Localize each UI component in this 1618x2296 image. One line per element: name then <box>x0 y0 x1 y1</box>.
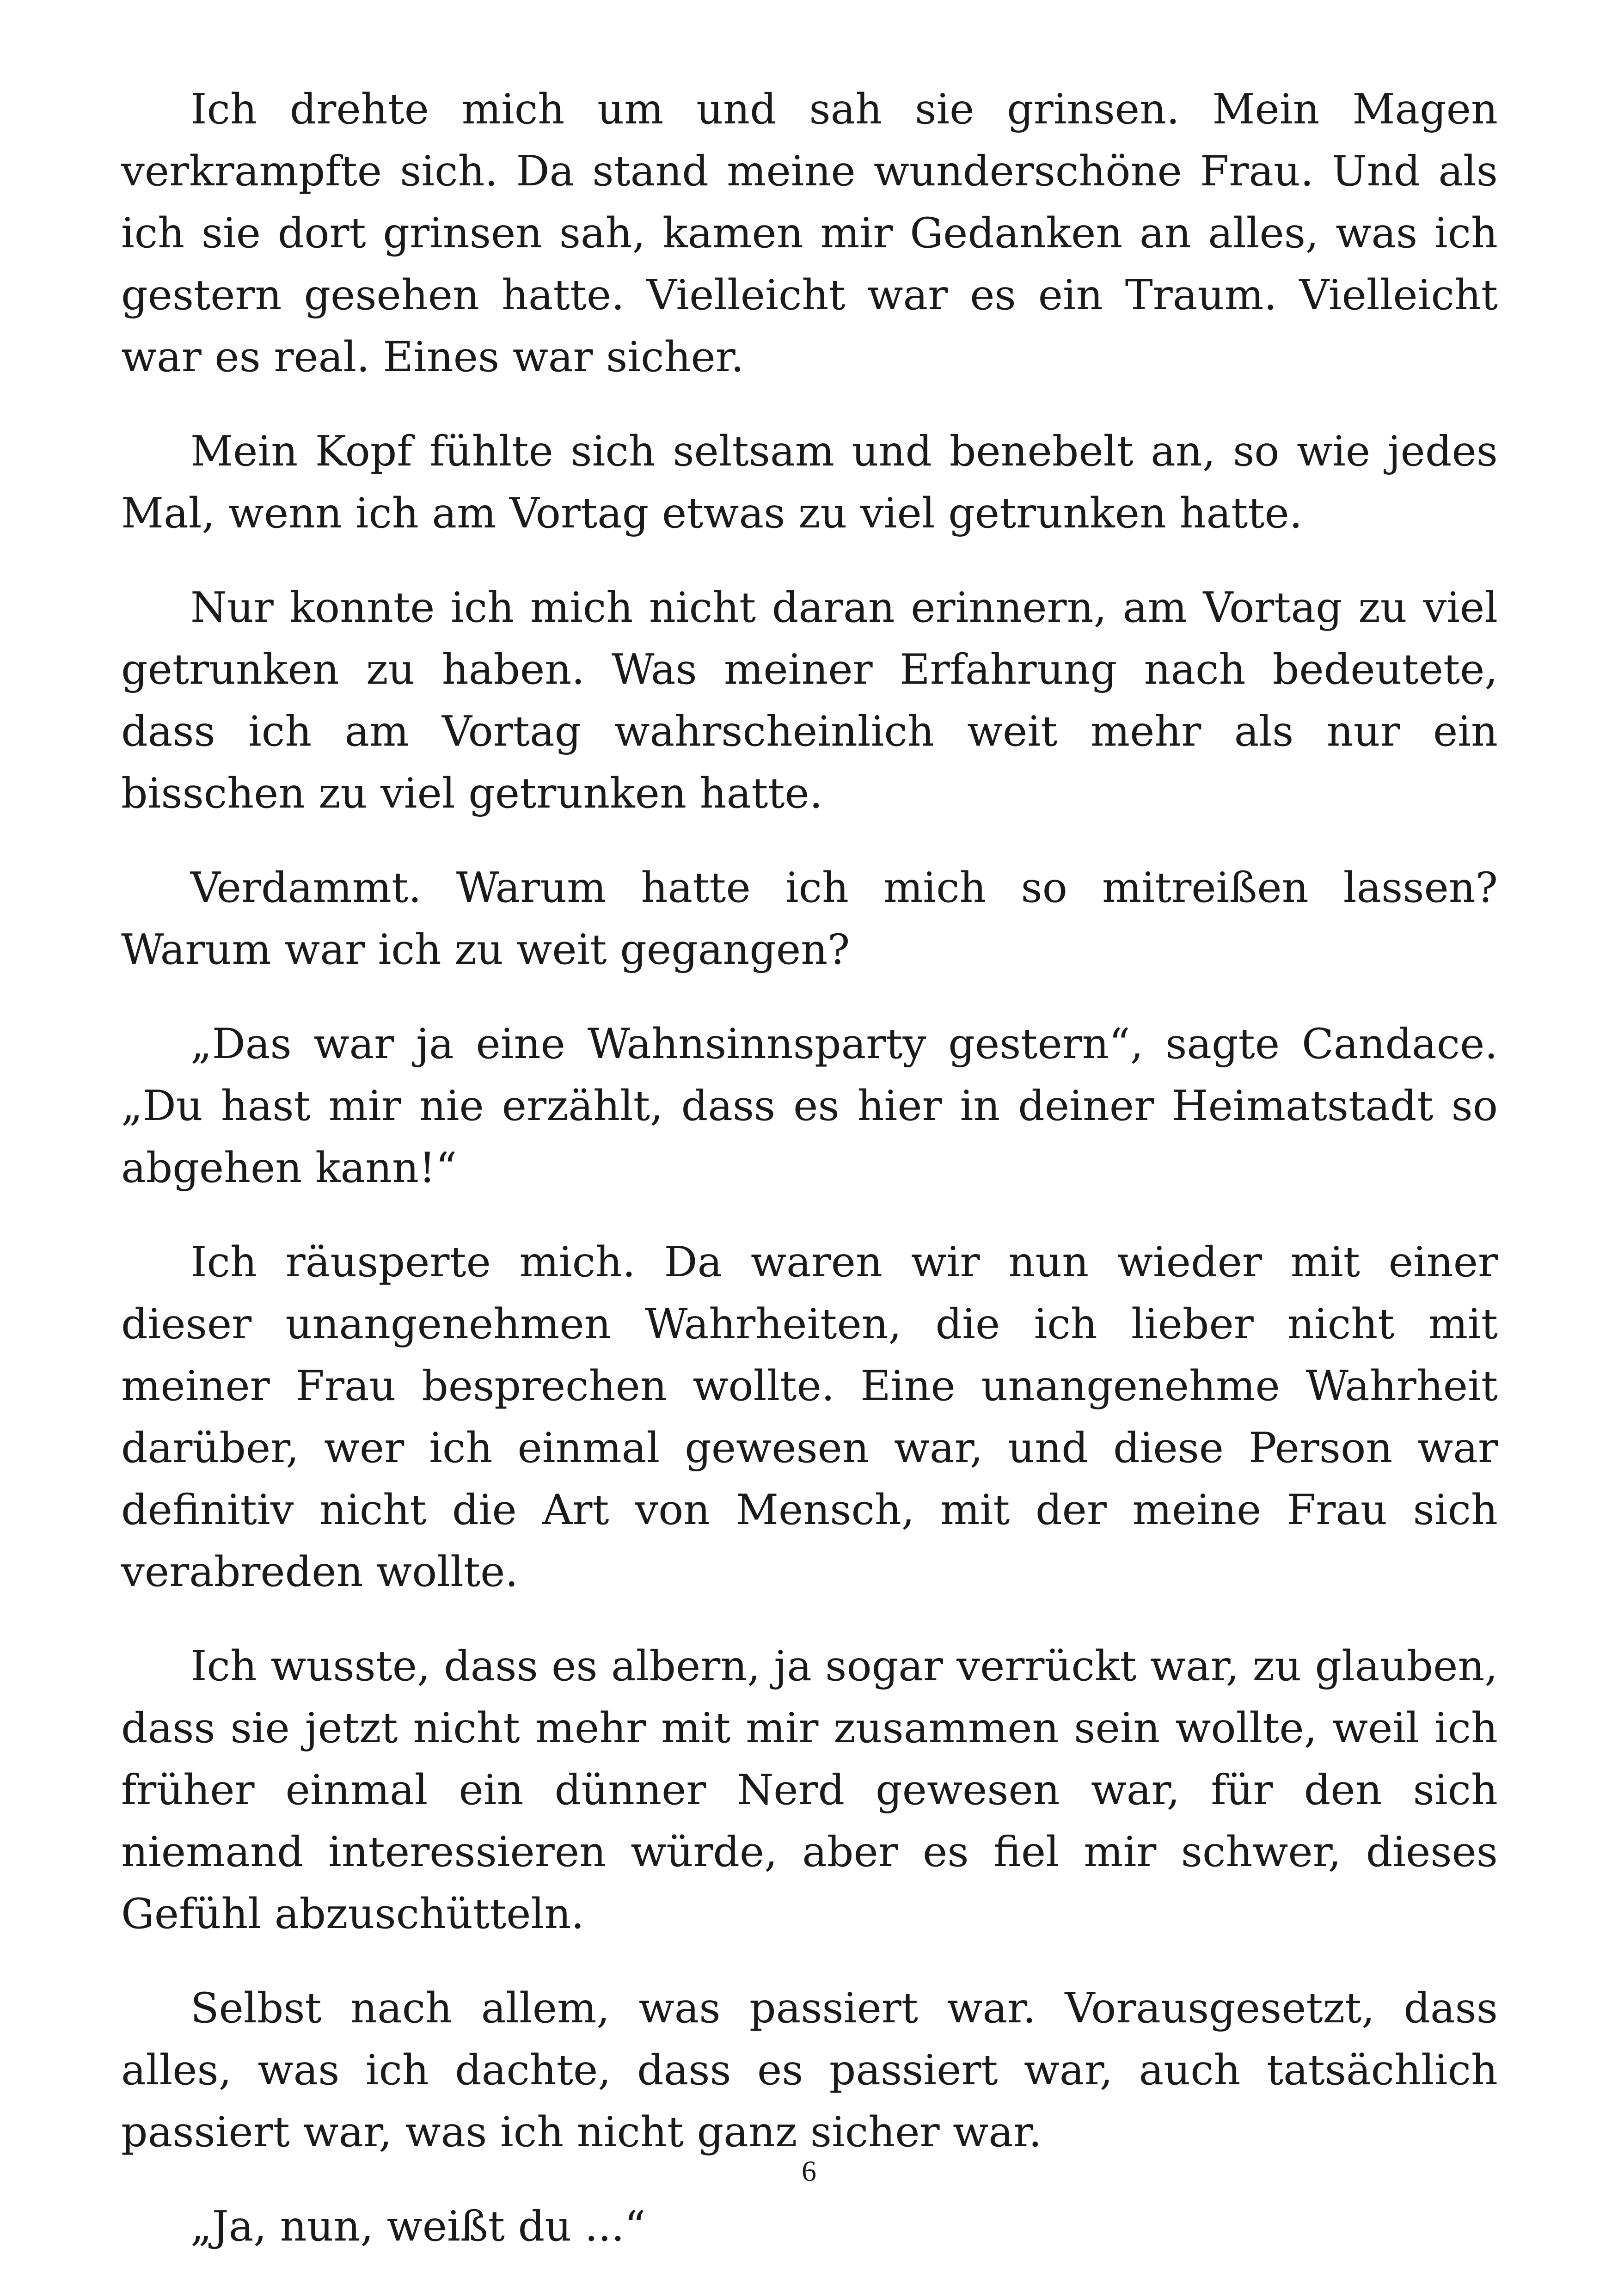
paragraph: Ich wusste, dass es albern, ja sogar verrückt war, zu glauben, dass sie jetzt nicht mehr mit mir zusammen sein wollte, weil ich früher einmal ein dünner Nerd gewesen war, für den sich niemand interessieren würde, aber es fiel mir schwer, dieses Gefühl abzuschütteln. <box>121 1642 1498 1938</box>
body-text <box>121 79 1498 2258</box>
paragraph: Selbst nach allem, was passiert war. Vorausgesetzt, dass alles, was ich dachte, dass es passiert war, auch tatsächlich passiert war, was ich nicht ganz sicher war. <box>121 1984 1498 2156</box>
paragraph: Ich drehte mich um und sah sie grinsen. Mein Magen verkrampfte sich. Da stand meine wunderschöne Frau. Und als ich sie dort grinsen sah, kamen mir Gedanken an alles, was ich gestern gesehen hatte. Vielleicht war es ein Traum. Vielleicht war es real. Eines war sicher. <box>121 85 1498 381</box>
paragraph: „Das war ja eine Wahnsinnsparty gestern“, sagte Candace. „Du hast mir nie erzählt, dass es hier in deiner Heimatstadt so abgehen kann!“ <box>121 1020 1498 1192</box>
paragraph: Mein Kopf fühlte sich seltsam und benebelt an, so wie jedes Mal, wenn ich am Vortag etwas zu viel getrunken hatte. <box>121 427 1498 538</box>
paragraph: Verdammt. Warum hatte ich mich so mitreißen lassen? Warum war ich zu weit gegangen? <box>121 863 1498 974</box>
paragraph: Nur konnte ich mich nicht daran erinnern, am Vortag zu viel getrunken zu haben. Was meiner Erfahrung nach bedeutete, dass ich am Vortag wahrscheinlich weit mehr als nur ein bisschen zu viel getrunken hatte. <box>121 583 1498 818</box>
page-number: 6 <box>802 2155 816 2187</box>
paragraph: „Ja, nun, weißt du ...“ <box>190 2202 646 2251</box>
paragraph: Ich räusperte mich. Da waren wir nun wieder mit einer dieser unangenehmen Wahrheiten, die ich lieber nicht mit meiner Frau besprechen wollte. Eine unangenehme Wahrheit darüber, wer ich einmal gewesen war, und diese Person war definitiv nicht die Art von Mensch, mit der meine Frau sich verabreden wollte. <box>121 1238 1498 1596</box>
